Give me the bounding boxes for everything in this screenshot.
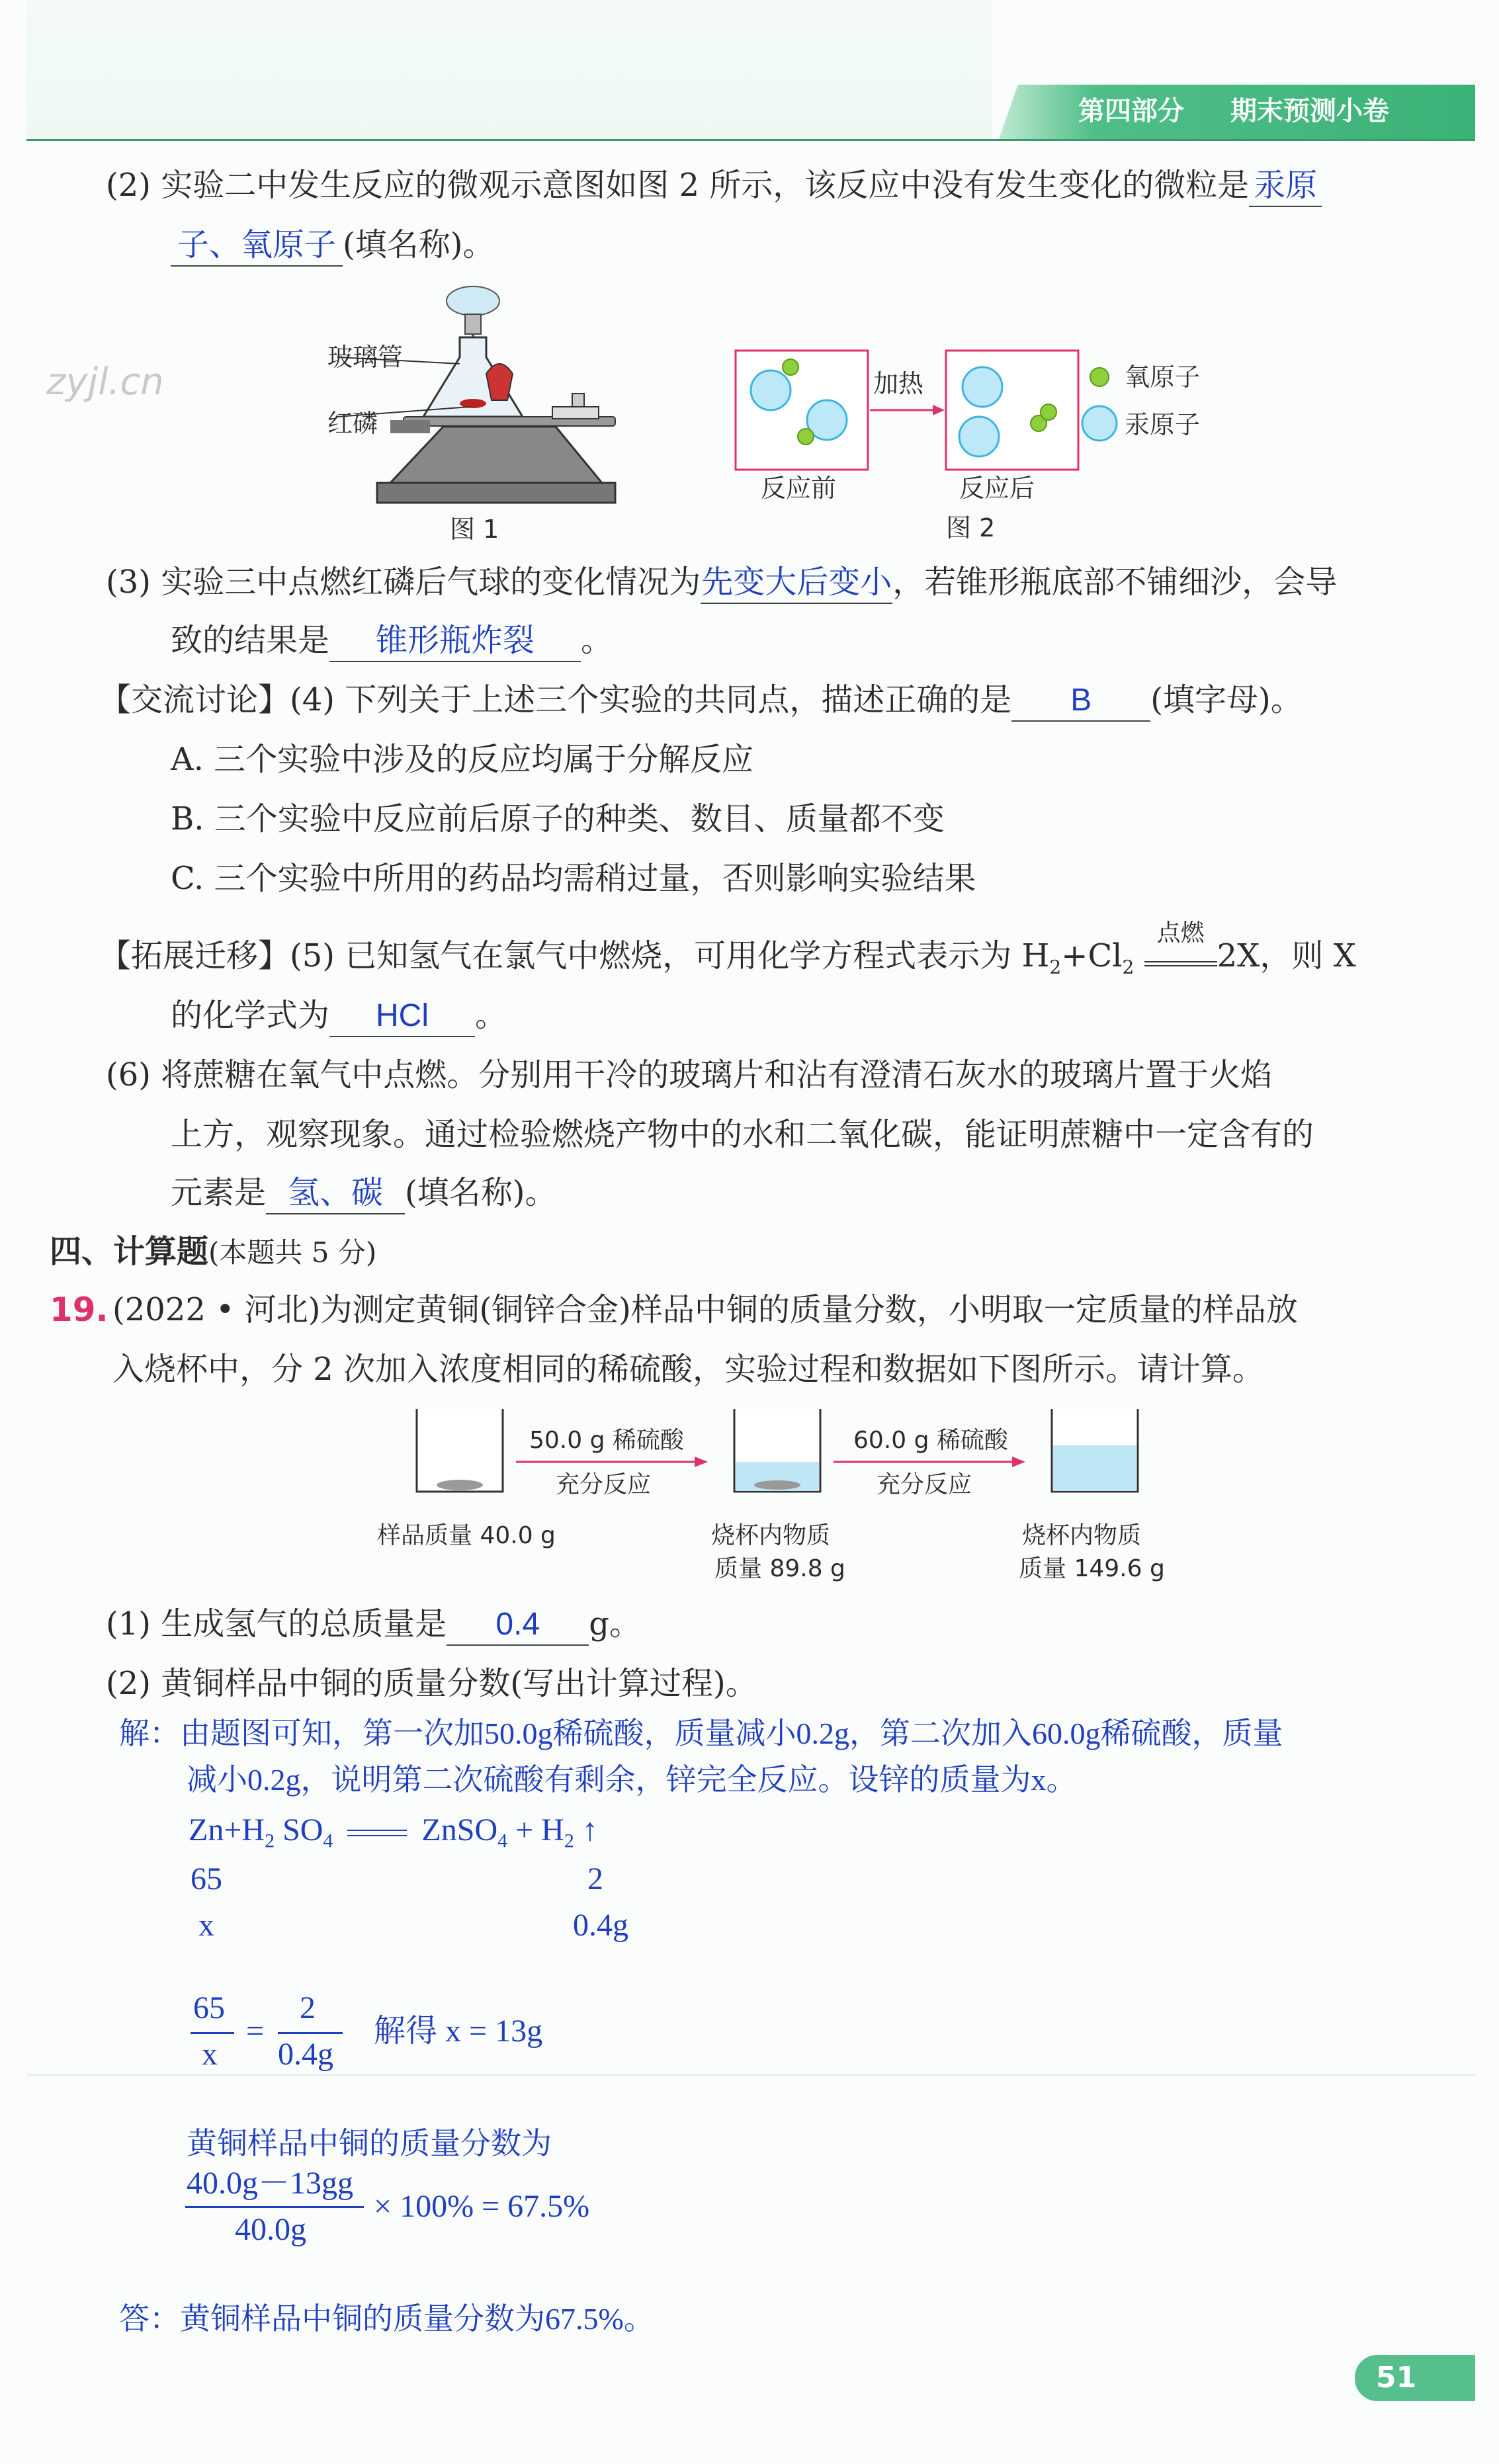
q5-answer: HCl (376, 998, 429, 1033)
fig-mass2-a: 烧杯内物质 (1022, 1522, 1142, 1549)
fig1-label-tube: 玻璃管 (327, 343, 404, 372)
frac2-num: 2 (300, 1990, 316, 2025)
q4-option-b: B. 三个实验中反应前后原子的种类、数目、质量都不变 (171, 800, 945, 837)
q2-text: (2) 实验二中发生反应的微观示意图如图 2 所示，该反应中没有发生变化的微粒是 汞原 (106, 165, 1322, 207)
h2-mass: 0.4g (573, 1908, 628, 1943)
q19-sub2: (2) 黄铜样品中铜的质量分数(写出计算过程)。 (106, 1665, 757, 1702)
header-fade (26, 0, 992, 139)
fig2-caption: 图 2 (946, 513, 996, 542)
fig2-legend-oxygen: 氧原子 (1125, 362, 1201, 392)
q6-line1: (6) 将蔗糖在氧气中点燃。分别用干冷的玻璃片和沾有澄清石灰水的玻璃片置于火焰 (106, 1056, 1273, 1093)
fig-sample-mass: 样品质量 40.0 g (377, 1522, 556, 1549)
q4-line: 【交流讨论】(4) 下列关于上述三个实验的共同点，描述正确的是 B (填字母)。 (99, 680, 1303, 722)
frac3-rest: × 100% = 67.5% (374, 2189, 590, 2224)
scan-band (26, 2074, 1475, 2076)
page-number: 51 (1376, 2361, 1417, 2395)
q3-line2: 致的结果是 锥形瓶炸裂 。 (171, 620, 613, 662)
q19-sub1-answer: 0.4 (495, 1607, 540, 1642)
before-box (736, 351, 868, 470)
q2-answer-1: 汞原 (1254, 168, 1318, 203)
frac3-num: 40.0g－13gg (187, 2166, 354, 2201)
fig-acid-2: 60.0 g 稀硫酸 (853, 1427, 1008, 1454)
q3-line1: (3) 实验三中点燃红磷后气球的变化情况为先变大后变小，若锥形瓶底部不铺细沙，会导 (106, 562, 1337, 604)
solution-line1: 解：由题图可知，第一次加50.0g稀硫酸，质量减小0.2g，第二次加入60.0g稀硫酸，质量 (119, 1717, 1283, 1750)
q3-answer-1: 先变大后变小 (701, 565, 892, 600)
figure-beakers (410, 1402, 1151, 1502)
fig1-caption: 图 1 (450, 515, 499, 544)
fig2-heat: 加热 (873, 369, 924, 398)
q4-option-a: A. 三个实验中涉及的反应均属于分解反应 (171, 741, 754, 778)
frac2-den: 0.4g (278, 2037, 333, 2072)
section4-heading: 四、计算题(本题共 5 分) (50, 1233, 377, 1270)
legend-mercury-icon (1082, 406, 1117, 441)
q4-option-c: C. 三个实验中所用的药品均需稍过量，否则影响实验结果 (171, 860, 976, 897)
molar-mass-zn: 65 (191, 1861, 222, 1896)
beaker-1 (417, 1409, 503, 1492)
frac3-bar (185, 2206, 364, 2208)
q19-line1: (2022 • 河北)为测定黄铜(铜锌合金)样品中铜的质量分数，小明取一定质量的样品放 (112, 1291, 1298, 1328)
frac1-den: x (202, 2037, 218, 2072)
q5-line2: 的化学式为 HCl 。 (171, 996, 507, 1037)
solution-line2: 减小0.2g，说明第二次硫酸有剩余，锌完全反应。设锌的质量为x。 (187, 1763, 1077, 1797)
watermark: zyjl.cn (46, 361, 164, 404)
header-section: 第四部分 (1078, 96, 1184, 126)
q4-answer: B (1070, 683, 1092, 718)
equals-sign: = (246, 2014, 265, 2049)
q3-answer-2: 锥形瓶炸裂 (376, 623, 535, 658)
fig2-before: 反应前 (761, 474, 837, 503)
legend-oxygen-icon (1090, 368, 1109, 386)
top-rule (26, 139, 1475, 141)
molar-mass-h2: 2 (587, 1861, 603, 1896)
fig-acid-1: 50.0 g 稀硫酸 (529, 1427, 684, 1454)
q19-line2: 入烧杯中，分 2 次加入浓度相同的稀硫酸，实验过程和数据如下图所示。请计算。 (112, 1351, 1265, 1388)
q6-answer: 氢、碳 (288, 1175, 384, 1211)
q2-answer-2: 子、氧原子 (177, 228, 336, 263)
solve-x: 解得 x = 13g (374, 2014, 543, 2049)
frac1-num: 65 (193, 1990, 225, 2025)
fig2-legend-mercury: 汞原子 (1125, 410, 1201, 439)
q5-condition: 点燃 (1156, 919, 1205, 947)
q2-line2: 子、氧原子 (填名称)。 (171, 225, 494, 267)
frac3-den: 40.0g (235, 2212, 306, 2247)
fig-react-2: 充分反应 (877, 1471, 972, 1498)
mass-fraction-title: 黄铜样品中铜的质量分数为 (187, 2127, 552, 2160)
q5-line1: 【拓展迁移】(5) 已知氢气在氯气中燃烧，可用化学方程式表示为 $H_2+Cl_2$ 点燃 2X，则 X (99, 919, 1356, 978)
q19-number: 19. (50, 1291, 108, 1329)
fig-react-1: 充分反应 (556, 1471, 652, 1498)
q6-line2: 上方，观察现象。通过检验燃烧产物中的水和二氧化碳，能证明蔗糖中一定含有的 (171, 1116, 1314, 1153)
unknown-x: x (198, 1908, 214, 1943)
fig2-after: 反应后 (959, 474, 1035, 503)
fig-mass1-a: 烧杯内物质 (711, 1522, 831, 1549)
fig-mass2-b: 质量 149.6 g (1019, 1555, 1165, 1582)
header-title: 期末预测小卷 (1230, 96, 1389, 126)
balloon (447, 286, 499, 316)
equation: $Zn+H_2$ $SO_4$ ZnSO$_4$ + $H_2$ ↑ (189, 1812, 598, 1852)
q6-line3: 元素是 氢、碳 (填名称)。 (171, 1173, 556, 1214)
fig-mass1-b: 质量 89.8 g (714, 1555, 845, 1582)
fig1-label-phosphorus: 红磷 (327, 409, 378, 438)
final-answer: 答：黄铜样品中铜的质量分数为67.5%。 (119, 2302, 654, 2336)
q19-sub1: (1) 生成氢气的总质量是 0.4 g。 (106, 1604, 641, 1646)
